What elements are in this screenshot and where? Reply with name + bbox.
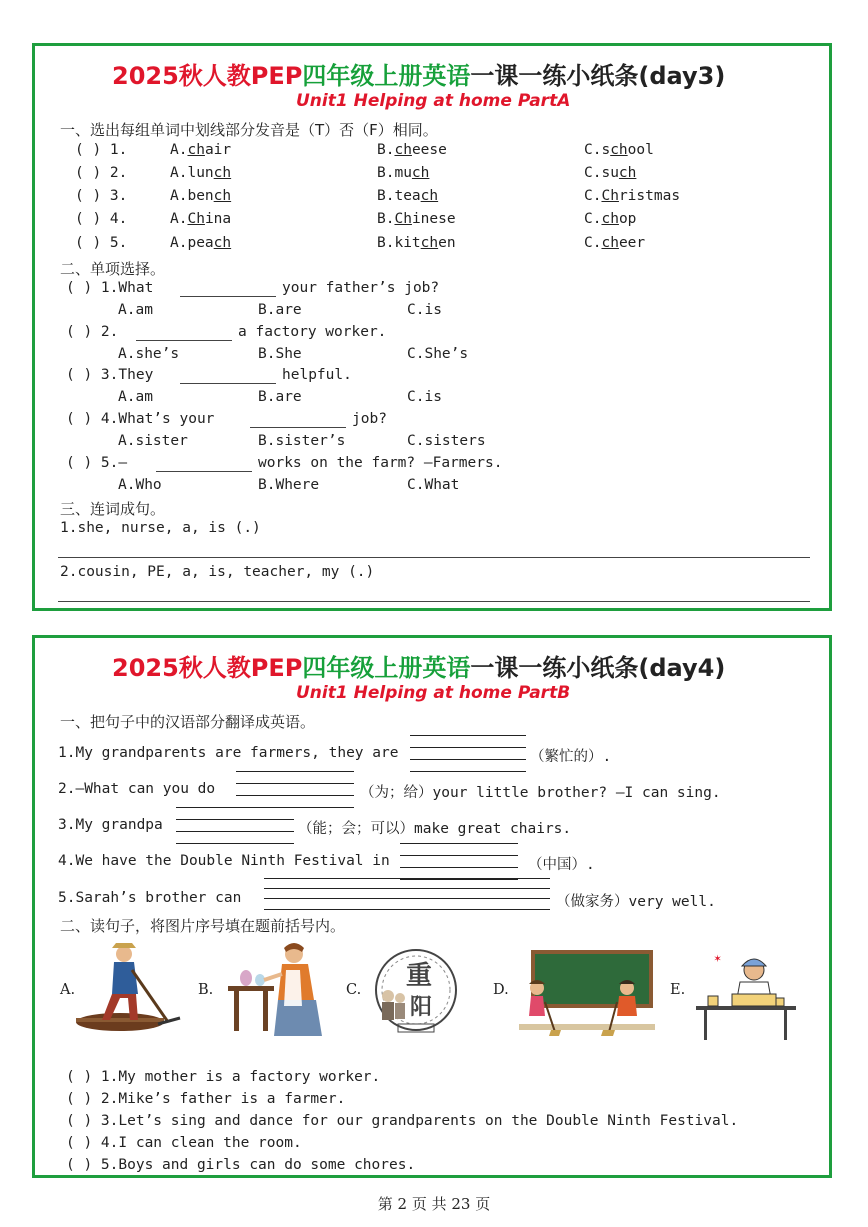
- choice-option: B.are: [258, 389, 302, 405]
- picture-label: A.: [60, 982, 76, 998]
- underlined-letters: ch: [213, 188, 232, 204]
- underlined-letters: ch: [420, 235, 439, 251]
- answer-bracket[interactable]: ( ) 5.: [75, 235, 128, 251]
- farmer-picture: [72, 940, 184, 1036]
- underlined-letters: ch: [618, 165, 637, 181]
- word-option: C.chop: [584, 211, 637, 227]
- underlined-letters: ch: [187, 142, 205, 158]
- underlined-letters: ch: [394, 142, 412, 158]
- word-option: A.China: [170, 211, 232, 227]
- translation-hint: （做家务）very well.: [556, 894, 716, 910]
- underlined-letters: ch: [610, 142, 628, 158]
- svg-text:✶: ✶: [714, 951, 722, 965]
- title-day3: [112, 56, 725, 91]
- question-stem: works on the farm? —Farmers.: [258, 455, 503, 471]
- title-dark-part: 一课一练小纸条(day3): [470, 62, 726, 90]
- translation-hint: （繁忙的）.: [530, 749, 612, 765]
- word-option: C.Christmas: [584, 188, 681, 204]
- section-heading: 二、单项选择。: [60, 260, 166, 278]
- word-option: C.school: [584, 142, 654, 158]
- answer-bracket[interactable]: ( ) 3.: [75, 188, 128, 204]
- underlined-letters: ch: [601, 235, 619, 251]
- seal-text: 重: [406, 961, 433, 991]
- answer-bracket[interactable]: ( ) 1.: [75, 142, 128, 158]
- word-option: C.such: [584, 165, 637, 181]
- fill-blank[interactable]: [156, 471, 252, 472]
- double-ninth-seal-picture: [362, 944, 470, 1040]
- answer-line[interactable]: [58, 601, 810, 602]
- title-day4: [112, 648, 725, 683]
- fill-blank[interactable]: [180, 383, 276, 384]
- answer-bracket[interactable]: ( ) 4.: [75, 211, 128, 227]
- choice-option: C.is: [407, 302, 442, 318]
- subtitle-day3: Unit1 Helping at home PartA: [296, 91, 571, 111]
- underlined-letters: Ch: [394, 211, 412, 227]
- matching-sentence[interactable]: ( ) 2.Mike’s father is a farmer.: [66, 1091, 346, 1107]
- word-option: A.lunch: [170, 165, 232, 181]
- underlined-letters: ch: [213, 165, 232, 181]
- answer-bracket[interactable]: ( ) 2.: [75, 165, 128, 181]
- choice-option: C.She’s: [407, 346, 469, 362]
- fill-blank[interactable]: [180, 296, 276, 297]
- section-heading: 二、读句子，将图片序号填在题前括号内。: [60, 917, 346, 935]
- question-stem: ( ) 5.—: [66, 455, 128, 471]
- choice-option: B.She: [258, 346, 302, 362]
- underlined-letters: ch: [213, 235, 232, 251]
- word-option: A.chair: [170, 142, 232, 158]
- underlined-letters: Ch: [601, 188, 619, 204]
- question-stem: ( ) 4.What’s your: [66, 411, 215, 427]
- word-option: B.Chinese: [377, 211, 456, 227]
- choice-option: C.is: [407, 389, 442, 405]
- title-green-part: 四年级上册英语: [302, 654, 471, 682]
- choice-option: B.are: [258, 302, 302, 318]
- title-dark-part: 一课一练小纸条(day4): [470, 654, 726, 682]
- question-stem: helpful.: [282, 367, 352, 383]
- choice-option: B.sister’s: [258, 433, 346, 449]
- word-option: B.cheese: [377, 142, 447, 158]
- subtitle-day4: Unit1 Helping at home PartB: [296, 683, 571, 703]
- translation-hint: （中国）.: [528, 857, 595, 873]
- translation-item-5: 5.Sarah’s brother can: [58, 890, 242, 906]
- answer-line[interactable]: [58, 557, 810, 558]
- section-heading: 一、选出每组单词中划线部分发音是（T）否（F）相同。: [60, 121, 438, 139]
- matching-sentence[interactable]: ( ) 4.I can clean the room.: [66, 1135, 302, 1151]
- word-option: A.peach: [170, 235, 232, 251]
- word-option: B.kitchen: [377, 235, 456, 251]
- question-stem: ( ) 3.They: [66, 367, 154, 383]
- title-year: 2025: [112, 62, 179, 90]
- question-stem: your father’s job?: [282, 280, 440, 296]
- picture-label: E.: [670, 982, 686, 998]
- section-heading: 三、连词成句。: [60, 500, 166, 518]
- question-stem: ( ) 1.What: [66, 280, 154, 296]
- word-option: B.teach: [377, 188, 439, 204]
- translation-item-1: 1.My grandparents are farmers, they are: [58, 745, 399, 761]
- fill-blank[interactable]: [136, 340, 232, 341]
- picture-label: C.: [346, 982, 362, 998]
- matching-sentence[interactable]: ( ) 5.Boys and girls can do some chores.: [66, 1157, 416, 1173]
- translation-item-4: 4.We have the Double Ninth Festival in: [58, 853, 390, 869]
- underlined-letters: Ch: [187, 211, 205, 227]
- question-stem: ( ) 2.: [66, 324, 119, 340]
- picture-label: D.: [493, 982, 509, 998]
- boy-working-picture: [692, 948, 800, 1044]
- translation-hint: （能；会；可以）make great chairs.: [298, 821, 572, 837]
- sentence-prompt: 2.cousin, PE, a, is, teacher, my (.): [60, 564, 375, 580]
- sentence-prompt: 1.she, nurse, a, is (.): [60, 520, 261, 536]
- choice-option: B.Where: [258, 477, 320, 493]
- title-red-part: 秋人教PEP: [178, 62, 303, 90]
- matching-sentence[interactable]: ( ) 3.Let’s sing and dance for our grandparents on the Double Ninth Festival.: [66, 1113, 739, 1129]
- underlined-letters: ch: [411, 165, 430, 181]
- matching-sentence[interactable]: ( ) 1.My mother is a factory worker.: [66, 1069, 381, 1085]
- word-option: B.much: [377, 165, 430, 181]
- choice-option: A.she’s: [118, 346, 180, 362]
- underlined-letters: ch: [420, 188, 439, 204]
- picture-label: B.: [198, 982, 214, 998]
- question-stem: job?: [352, 411, 387, 427]
- title-red-part: 秋人教PEP: [178, 654, 303, 682]
- question-stem: a factory worker.: [238, 324, 387, 340]
- translation-item-2: 2.—What can you do: [58, 781, 216, 797]
- translation-hint: （为；给）your little brother? —I can sing.: [360, 785, 721, 801]
- title-green-part: 四年级上册英语: [302, 62, 471, 90]
- title-year: 2025: [112, 654, 179, 682]
- word-option: A.bench: [170, 188, 232, 204]
- choice-option: A.am: [118, 389, 153, 405]
- page-footer: 第 2 页 共 23 页: [377, 1195, 491, 1213]
- section-heading: 一、把句子中的汉语部分翻译成英语。: [60, 713, 316, 731]
- fill-blank[interactable]: [250, 427, 346, 428]
- svg-text:阳: 阳: [410, 994, 433, 1020]
- underlined-letters: ch: [601, 211, 619, 227]
- choice-option: C.sisters: [407, 433, 486, 449]
- word-option: C.cheer: [584, 235, 646, 251]
- choice-option: A.Who: [118, 477, 162, 493]
- translation-item-3: 3.My grandpa: [58, 817, 163, 833]
- cleaning-room-picture: [515, 948, 657, 1040]
- choice-option: A.sister: [118, 433, 188, 449]
- choice-option: A.am: [118, 302, 153, 318]
- choice-option: C.What: [407, 477, 460, 493]
- factory-worker-picture: [220, 940, 332, 1040]
